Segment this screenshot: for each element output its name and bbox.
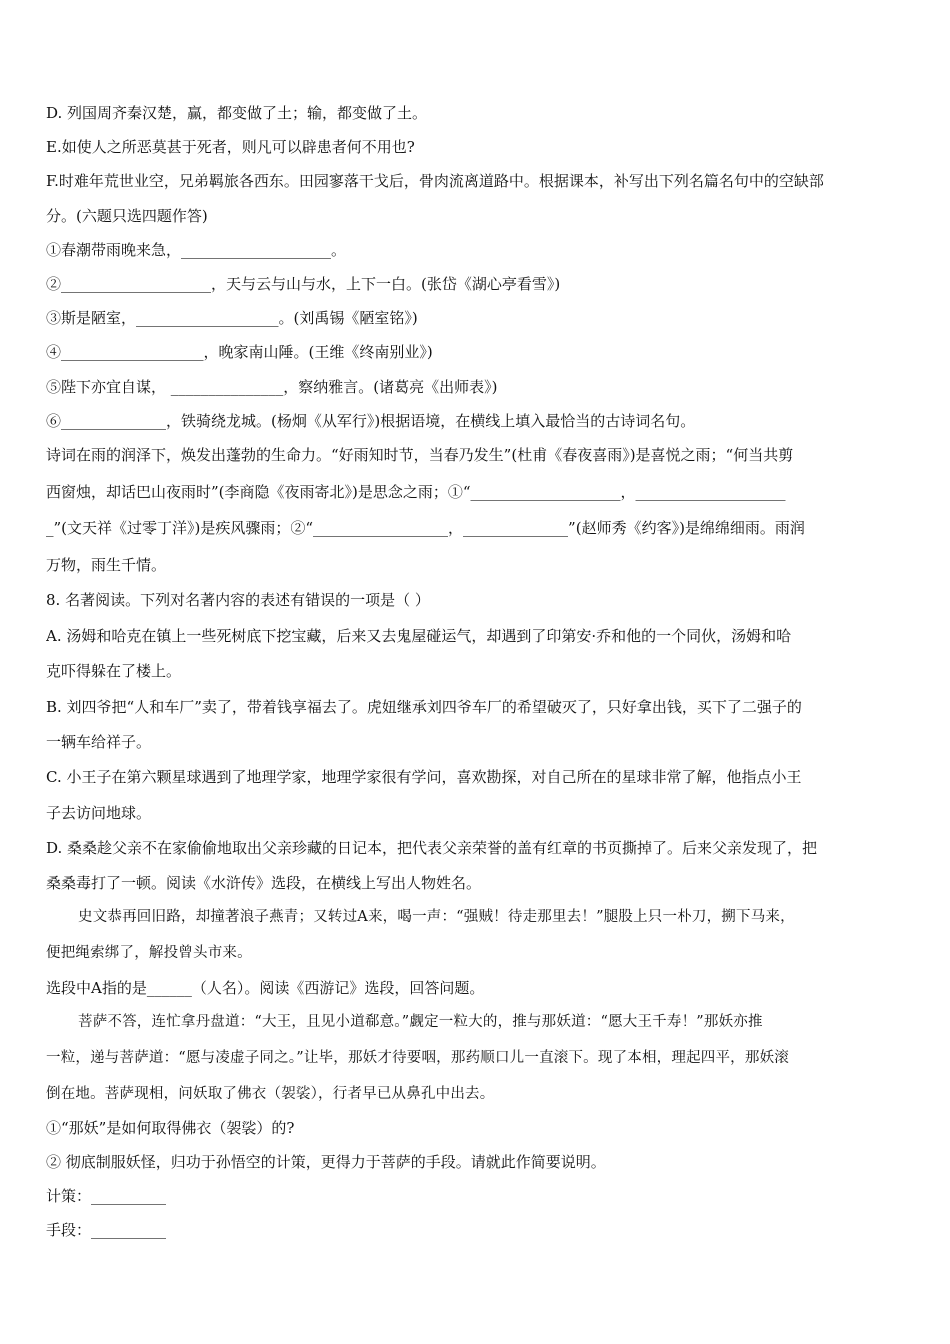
fill-blank-item-4: ④___________________，晚家南山陲。(王维《终南别业》) — [46, 343, 433, 361]
fill-blank-item-6: ⑥______________，铁骑绕龙城。(杨炯《从军行》)根据语境，在横线上填入最恰当的古诗词名句。 — [46, 412, 696, 430]
context-paragraph-line: 万物，雨生千情。 — [46, 556, 167, 574]
shuihu-question: 选段中A指的是______（人名）。阅读《西游记》选段，回答问题。 — [46, 979, 485, 997]
answer-method-line: 手段：__________ — [46, 1221, 167, 1239]
xiyou-question-2: ② 彻底制服妖怪，归功于孙悟空的计策，更得力于菩萨的手段。请就此作简要说明。 — [46, 1153, 606, 1171]
context-paragraph-line: 诗词在雨的润泽下，焕发出蓬勃的生命力。“好雨知时节，当春乃发生”(杜甫《春夜喜雨》)是喜悦之雨；“何当共剪 — [46, 446, 794, 464]
context-paragraph-line: 西窗烛，却话巴山夜雨时”(李商隐《夜雨寄北》)是思念之雨；①“____________________，____________________ — [46, 483, 786, 501]
xiyou-excerpt: 菩萨不答，连忙拿丹盘道：“大王，且见小道郗意。”觑定一粒大的，推与那妖道：“愿大王千寿！”那妖亦推 — [78, 1014, 763, 1030]
q8-option-b: B. 刘四爷把“人和车厂”卖了，带着钱享福去了。虎妞继承刘四爷车厂的希望破灭了，只好拿出钱，买下了二强子的 — [46, 698, 802, 716]
q8-option-a: 克吓得躲在了楼上。 — [46, 662, 182, 680]
q8-option-c: C. 小王子在第六颗星球遇到了地理学家，地理学家很有学问，喜欢勘探，对自己所在的星球非常了解，他指点小王 — [46, 768, 802, 786]
fill-blank-instruction: 分。(六题只选四题作答) — [46, 207, 208, 225]
option-e-quote: E.如使人之所恶莫甚于死者，则凡可以辟患者何不用也? — [46, 138, 415, 156]
q8-option-d: D. 桑桑趁父亲不在家偷偷地取出父亲珍藏的日记本，把代表父亲荣誉的盖有红章的书页撕掉了。后来父亲发现了，把 — [46, 839, 818, 857]
fill-blank-item-1: ①春潮带雨晚来急，____________________。 — [46, 241, 347, 259]
xiyou-question-1: ①“那妖”是如何取得佛衣（袈裟）的? — [46, 1119, 295, 1137]
context-paragraph-line: _”(文天祥《过零丁洋》)是疾风骤雨；②“__________________，______________”(赵师秀《约客》)是绵绵细雨。雨润 — [46, 519, 805, 537]
q8-option-a: A. 汤姆和哈克在镇上一些死树底下挖宝藏，后来又去鬼屋碰运气，却遇到了印第安·乔和他的一个同伙，汤姆和哈 — [46, 627, 792, 645]
fill-blank-item-3: ③斯是陋室，___________________。(刘禹锡《陋室铭》) — [46, 309, 418, 327]
xiyou-excerpt: 倒在地。菩萨现相，问妖取了佛衣（袈裟），行者早已从鼻孔中出去。 — [46, 1086, 495, 1102]
fill-blank-item-2: ②____________________，天与云与山与水，上下一白。(张岱《湖心亭看雪》) — [46, 275, 561, 293]
option-d-poem: D. 列国周齐秦汉楚，赢，都变做了土；输，都变做了土。 — [46, 104, 428, 122]
xiyou-excerpt: 一粒，递与菩萨道：“愿与凌虚子同之。”让毕，那妖才待要咽，那药顺口儿一直滚下。现了本相，理起四平，那妖滚 — [46, 1050, 789, 1066]
answer-plan-line: 计策：__________ — [46, 1187, 167, 1205]
shuihu-excerpt: 便把绳索绑了，解投曾头市来。 — [46, 945, 252, 961]
shuihu-excerpt: 史文恭再回旧路，却撞著浪子燕青；又转过A来，喝一声：“强贼！待走那里去！”腿股上只一朴刀，搠下马来， — [78, 909, 795, 925]
q8-option-d: 桑桑毒打了一顿。阅读《水浒传》选段，在横线上写出人物姓名。 — [46, 874, 482, 892]
q8-option-b: 一辆车给祥子。 — [46, 733, 152, 751]
question-8-title: 8. 名著阅读。下列对名著内容的表述有错误的一项是（ ） — [46, 591, 430, 609]
q8-option-c: 子去访问地球。 — [46, 804, 152, 822]
option-f-poem: F.时难年荒世业空，兄弟羁旅各西东。田园寥落干戈后，骨肉流离道路中。根据课本，补写出下列名篇名句中的空缺部 — [46, 172, 824, 190]
fill-blank-item-5: ⑤陛下亦宜自谋， _______________，察纳雅言。(诸葛亮《出师表》) — [46, 378, 498, 396]
